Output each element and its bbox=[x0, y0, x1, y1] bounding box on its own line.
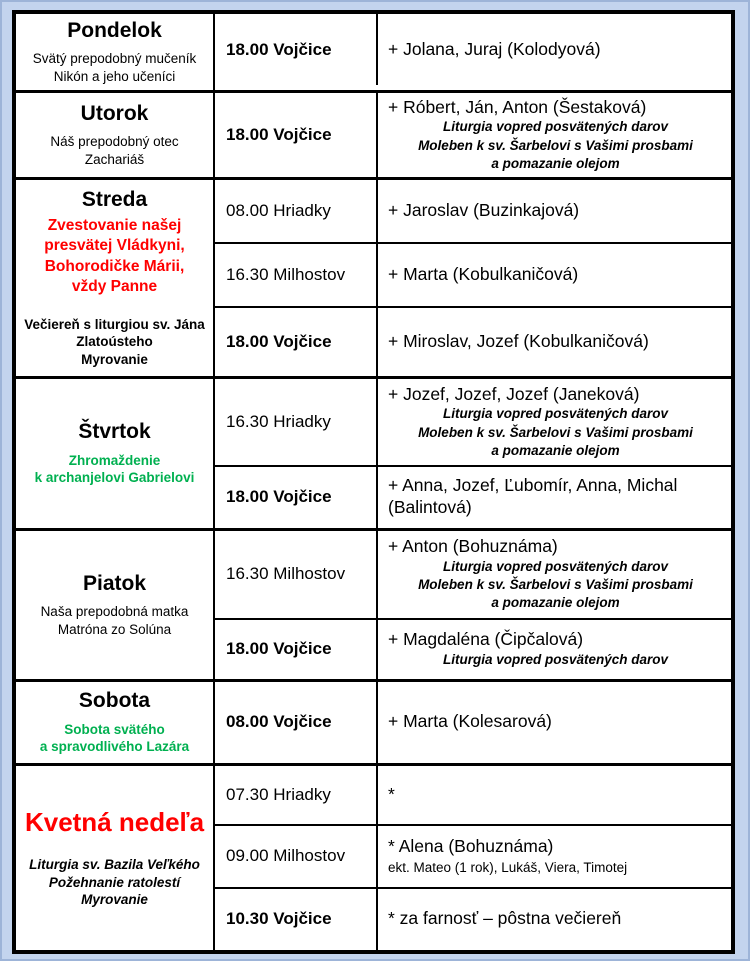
liturgy-note: a pomazanie olejom bbox=[491, 595, 620, 611]
intention-text: + Jaroslav (Buzinkajová) bbox=[388, 199, 580, 220]
day-description-line: Myrovanie bbox=[81, 892, 148, 908]
day-group bbox=[16, 682, 731, 766]
liturgy-note: a pomazanie olejom bbox=[491, 155, 620, 171]
service-row bbox=[215, 180, 731, 244]
day-description-block bbox=[50, 133, 178, 169]
service-row bbox=[215, 620, 731, 679]
day-description-line: Liturgia sv. Bazila Veľkého bbox=[29, 856, 200, 872]
day-description-line: Zlatoústeho bbox=[76, 334, 153, 350]
day-cell bbox=[16, 379, 215, 528]
day-description-block bbox=[24, 316, 205, 369]
day-description-block bbox=[29, 856, 200, 909]
day-description-line: Matróna zo Solúna bbox=[57, 621, 172, 637]
intention-text: + Jolana, Juraj (Kolodyová) bbox=[388, 38, 601, 59]
intention-text: + Marta (Kolesarová) bbox=[388, 711, 552, 732]
day-title: Kvetná nedeľa bbox=[24, 806, 205, 837]
intention-text: + Magdaléna (Čipčalová) bbox=[388, 629, 584, 650]
intention-cell bbox=[378, 826, 731, 887]
service-row bbox=[215, 244, 731, 308]
time-place-cell: 08.00 Hriadky bbox=[215, 180, 378, 242]
time-place-cell: 18.00 Vojčice bbox=[215, 620, 378, 679]
day-cell bbox=[16, 180, 215, 376]
day-description-block bbox=[44, 216, 184, 298]
services-column bbox=[215, 766, 731, 950]
liturgy-note: Liturgia vopred posvätených darov bbox=[442, 406, 669, 422]
intention-text: + Marta (Kobulkaničová) bbox=[388, 263, 579, 284]
day-description-line: Nikón a jeho učeníci bbox=[53, 69, 176, 84]
service-row bbox=[215, 826, 731, 889]
day-title: Štvrtok bbox=[78, 420, 151, 444]
intention-text: + Róbert, Ján, Anton (Šestaková) bbox=[388, 96, 647, 117]
liturgy-note: Liturgia vopred posvätených darov bbox=[442, 119, 669, 135]
day-description-line: Večiereň s liturgiou sv. Jána bbox=[24, 316, 205, 332]
service-row bbox=[215, 531, 731, 620]
schedule-table bbox=[12, 10, 735, 954]
intention-cell bbox=[378, 620, 731, 679]
liturgy-note: Liturgia vopred posvätených darov bbox=[442, 558, 669, 574]
day-title: Sobota bbox=[78, 689, 151, 713]
time-place-cell: 16.30 Milhostov bbox=[215, 244, 378, 306]
services-column bbox=[215, 180, 731, 376]
day-description-line: a spravodlivého Lazára bbox=[39, 739, 190, 755]
day-title: Pondelok bbox=[67, 19, 162, 42]
day-title: Streda bbox=[81, 187, 148, 211]
time-place-cell: 18.00 Vojčice bbox=[215, 93, 378, 177]
intention-detail: ekt. Mateo (1 rok), Lukáš, Viera, Timotej bbox=[388, 860, 628, 876]
intention-cell bbox=[378, 244, 731, 306]
services-column bbox=[215, 531, 731, 679]
time-place-cell: 18.00 Vojčice bbox=[215, 467, 378, 528]
day-cell bbox=[16, 531, 215, 679]
day-description-block bbox=[40, 721, 189, 757]
time-place-cell: 08.00 Vojčice bbox=[215, 682, 378, 763]
intention-cell bbox=[378, 531, 731, 618]
intention-cell bbox=[378, 379, 731, 465]
day-group bbox=[16, 14, 731, 93]
day-description-line: Požehnanie ratolestí bbox=[48, 874, 181, 890]
day-cell bbox=[16, 766, 215, 950]
services-column bbox=[215, 379, 731, 528]
day-title: Utorok bbox=[80, 101, 149, 125]
intention-text: + Anna, Jozef, Ľubomír, Anna, Michal (Balintová) bbox=[388, 475, 678, 518]
liturgy-note: Liturgia vopred posvätených darov bbox=[442, 652, 669, 668]
time-place-cell: 09.00 Milhostov bbox=[215, 826, 378, 887]
intention-cell bbox=[378, 766, 731, 824]
intention-cell bbox=[378, 682, 731, 763]
day-description-line: presvätej Vládkyni, bbox=[44, 237, 185, 255]
intention-text: + Anton (Bohuznáma) bbox=[388, 536, 558, 557]
service-row bbox=[215, 682, 731, 763]
day-title: Piatok bbox=[82, 571, 147, 595]
service-row bbox=[215, 467, 731, 528]
day-cell bbox=[16, 14, 215, 90]
service-row bbox=[215, 766, 731, 826]
time-place-cell: 10.30 Vojčice bbox=[215, 889, 378, 950]
day-description-line: Zhromaždenie bbox=[68, 452, 161, 468]
time-place-cell: 07.30 Hriadky bbox=[215, 766, 378, 824]
intention-text: * za farnosť – pôstna večiereň bbox=[388, 908, 622, 929]
day-group bbox=[16, 93, 731, 180]
intention-text: * Alena (Bohuznáma) bbox=[388, 835, 554, 856]
liturgy-note: Moleben k sv. Šarbelovi s Vašimi prosbami bbox=[418, 137, 693, 153]
day-group bbox=[16, 531, 731, 682]
day-description-line: Zachariáš bbox=[84, 151, 145, 167]
time-place-cell: 18.00 Vojčice bbox=[215, 14, 378, 85]
day-description-line: vždy Panne bbox=[71, 278, 158, 296]
day-cell bbox=[16, 682, 215, 763]
liturgy-note: Moleben k sv. Šarbelovi s Vašimi prosbami bbox=[418, 424, 693, 440]
liturgy-note: a pomazanie olejom bbox=[491, 442, 620, 458]
services-column bbox=[215, 93, 731, 177]
services-column bbox=[215, 14, 731, 90]
time-place-cell: 18.00 Vojčice bbox=[215, 308, 378, 376]
day-description-line: Svätý prepodobný mučeník bbox=[32, 51, 197, 67]
liturgy-note: Moleben k sv. Šarbelovi s Vašimi prosbami bbox=[418, 577, 693, 593]
service-row bbox=[215, 308, 731, 376]
day-cell bbox=[16, 93, 215, 177]
day-description-line: Myrovanie bbox=[81, 352, 148, 368]
intention-cell bbox=[378, 889, 731, 950]
intention-cell bbox=[378, 180, 731, 242]
services-column bbox=[215, 682, 731, 763]
intention-cell bbox=[378, 14, 731, 85]
intention-text: * bbox=[388, 783, 395, 804]
day-description-line: k archanjelovi Gabrielovi bbox=[34, 470, 195, 486]
time-place-cell: 16.30 Milhostov bbox=[215, 531, 378, 618]
service-row bbox=[215, 379, 731, 467]
day-description-line: Sobota svätého bbox=[64, 721, 165, 737]
service-row bbox=[215, 93, 731, 177]
day-description-line: Naša prepodobná matka bbox=[40, 604, 189, 620]
intention-cell bbox=[378, 93, 731, 177]
day-description-line: Náš prepodobný otec bbox=[50, 134, 179, 150]
day-description-block bbox=[33, 50, 197, 86]
day-group bbox=[16, 766, 731, 950]
service-row bbox=[215, 14, 731, 85]
service-row bbox=[215, 889, 731, 950]
day-description-block bbox=[35, 452, 195, 488]
day-group bbox=[16, 379, 731, 531]
day-description-line: Zvestovanie našej bbox=[47, 216, 182, 234]
intention-cell bbox=[378, 467, 731, 528]
day-description-block bbox=[41, 603, 189, 639]
intention-cell bbox=[378, 308, 731, 376]
day-description-line: Bohorodičke Márii, bbox=[44, 257, 185, 275]
time-place-cell: 16.30 Hriadky bbox=[215, 379, 378, 465]
intention-text: + Miroslav, Jozef (Kobulkaničová) bbox=[388, 330, 649, 351]
day-group bbox=[16, 180, 731, 379]
intention-text: + Jozef, Jozef, Jozef (Janeková) bbox=[388, 383, 640, 404]
